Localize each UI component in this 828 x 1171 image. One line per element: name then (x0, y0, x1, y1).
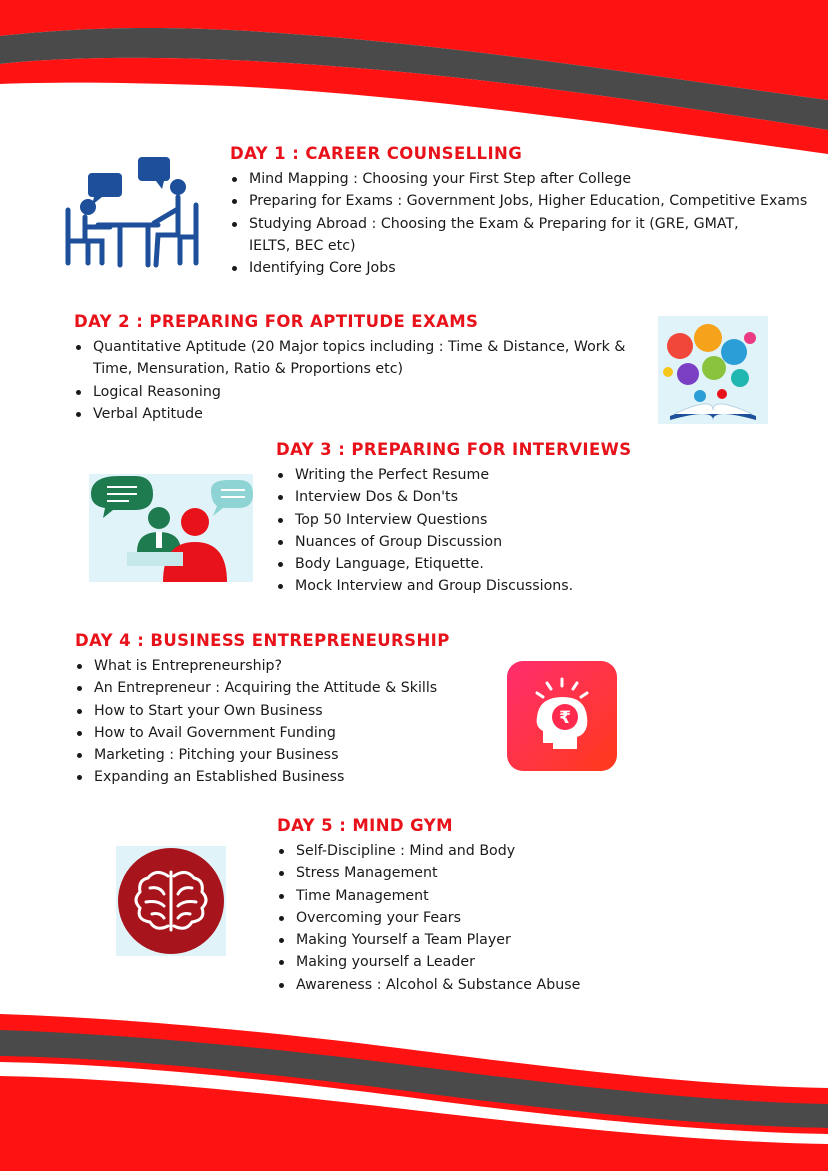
day1-list (230, 168, 807, 279)
list-item-text: Studying Abroad : Choosing the Exam & Preparing for it (GRE, GMAT, (249, 215, 739, 232)
list-item: Self-Discipline : Mind and Body (277, 840, 580, 862)
day1-heading: DAY 1 : CAREER COUNSELLING (230, 144, 523, 163)
list-item: Verbal Aptitude (74, 403, 625, 425)
day1-section (230, 144, 807, 279)
learning-book-icon (658, 316, 768, 424)
day3-list (276, 464, 632, 598)
day2-list (74, 336, 625, 425)
day5-list (277, 840, 580, 1018)
list-item: Interview Dos & Don'ts (276, 486, 632, 508)
list-item: Expanding an Established Business (75, 766, 450, 788)
list-item-continuation: Time, Mensuration, Ratio & Proportions etc) (93, 361, 404, 378)
list-item: What is Entrepreneurship? (75, 655, 450, 677)
list-item: Writing the Perfect Resume (276, 464, 632, 486)
list-item: Body Language, Etiquette. (276, 553, 632, 575)
counselling-meeting-icon (58, 155, 206, 270)
bottom-wave-decoration (0, 1000, 828, 1171)
list-item: How to Avail Government Funding (75, 722, 450, 744)
list-item: Stress Management (277, 862, 580, 884)
list-item: Time Management (277, 885, 580, 907)
list-item: Overcoming your Fears (277, 907, 580, 929)
list-item (230, 213, 807, 258)
list-item: Making yourself a Leader (277, 951, 580, 973)
list-item: Top 50 Interview Questions (276, 509, 632, 531)
day4-list (75, 655, 450, 789)
brain-icon (116, 846, 226, 956)
list-item: Awareness : Alcohol & Substance Abuse (277, 974, 580, 996)
list-item: Marketing : Pitching your Business (75, 744, 450, 766)
day3-section (276, 440, 632, 598)
day5-section (277, 816, 580, 1018)
svg-text:₹: ₹ (559, 708, 571, 728)
day3-heading: DAY 3 : PREPARING FOR INTERVIEWS (276, 440, 632, 459)
list-item: Logical Reasoning (74, 381, 625, 403)
list-item-text: Quantitative Aptitude (20 Major topics including : Time & Distance, Work & (93, 339, 626, 355)
day4-heading: DAY 4 : BUSINESS ENTREPRENEURSHIP (75, 631, 450, 650)
day2-heading: DAY 2 : PREPARING FOR APTITUDE EXAMS (74, 312, 479, 331)
list-item: Identifying Core Jobs (230, 257, 807, 279)
entrepreneur-rupee-head-icon (507, 661, 617, 771)
day4-section (75, 631, 450, 789)
interview-conversation-icon (89, 474, 253, 582)
list-item: Making Yourself a Team Player (277, 929, 580, 951)
list-item (74, 336, 625, 381)
list-item: Nuances of Group Discussion (276, 531, 632, 553)
day2-section (74, 312, 625, 425)
list-item: An Entrepreneur : Acquiring the Attitude & Skills (75, 677, 450, 699)
list-item: Mock Interview and Group Discussions. (276, 575, 632, 597)
day5-heading: DAY 5 : MIND GYM (277, 816, 453, 835)
list-item-continuation: IELTS, BEC etc) (249, 237, 356, 254)
list-item: Preparing for Exams : Government Jobs, Higher Education, Competitive Exams (230, 190, 807, 212)
list-item: How to Start your Own Business (75, 700, 450, 722)
list-item: Mind Mapping : Choosing your First Step after College (230, 168, 807, 190)
